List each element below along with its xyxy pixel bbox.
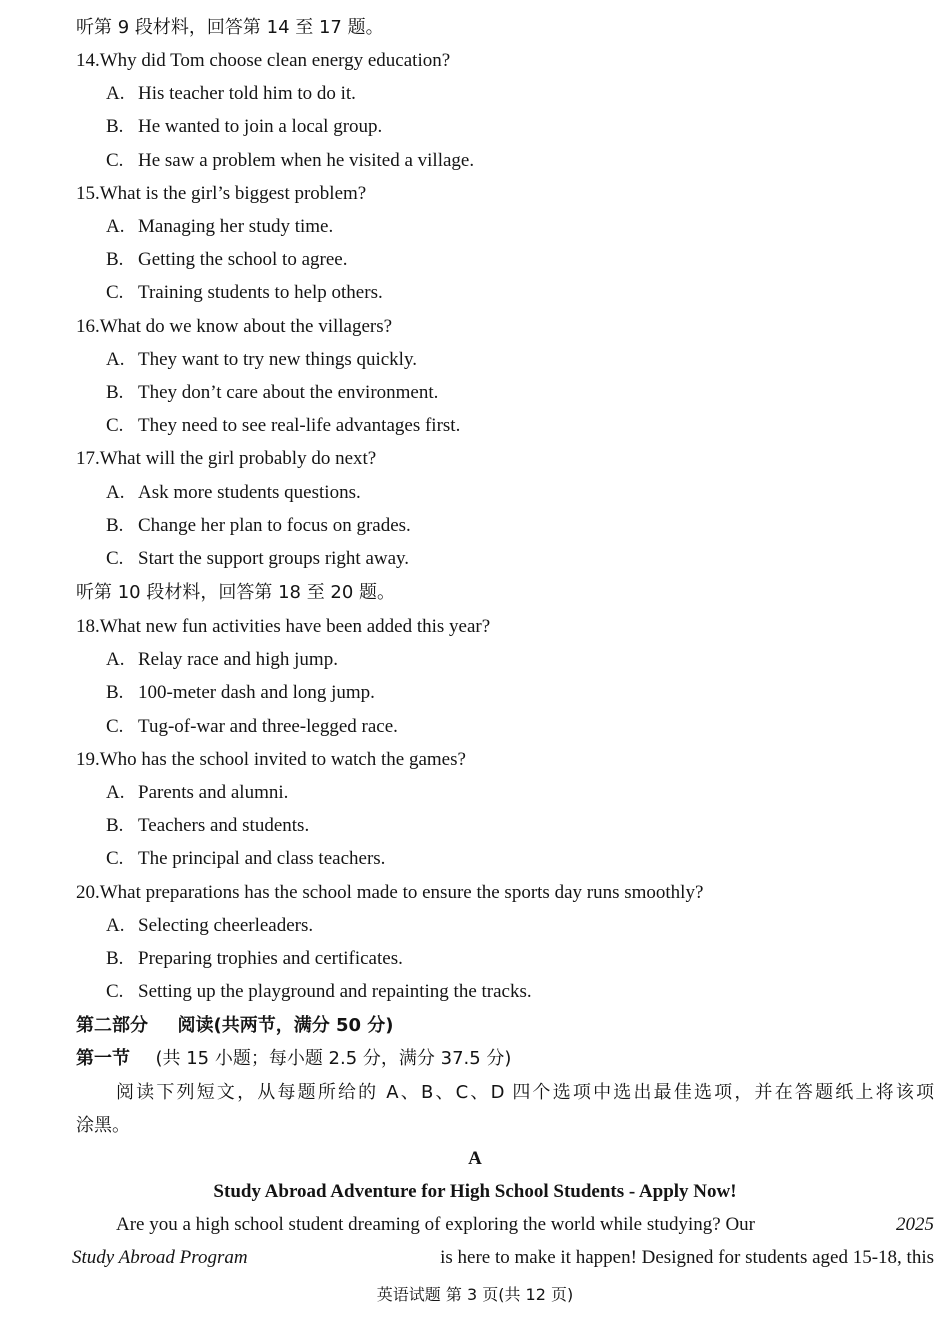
option-text: Change her plan to focus on grades.	[138, 515, 411, 536]
option-text: Managing her study time.	[138, 216, 334, 237]
question-stem	[76, 876, 703, 909]
answer-option	[106, 809, 309, 842]
option-letter: B.	[106, 948, 124, 969]
answer-option	[106, 975, 532, 1008]
answer-option	[106, 110, 382, 143]
answer-option	[106, 77, 356, 110]
question-number: 17.	[76, 448, 100, 469]
question-stem	[76, 177, 366, 210]
question-text: What new fun activities have been added this year?	[99, 616, 491, 637]
part2-heading	[76, 1009, 394, 1042]
question-number: 14.	[76, 50, 100, 71]
passage-letter: A	[468, 1148, 482, 1169]
option-text: Preparing trophies and certificates.	[138, 948, 403, 969]
option-letter: B.	[106, 515, 124, 536]
part2-title: 第二部分	[76, 1015, 148, 1036]
question-text: Why did Tom choose clean energy education?	[99, 50, 451, 71]
answer-option	[106, 909, 313, 942]
option-text: His teacher told him to do it.	[138, 83, 356, 104]
passage-title: Study Abroad Adventure for High School Students - Apply Now!	[213, 1181, 737, 1202]
option-letter: A.	[106, 782, 125, 803]
option-text: Training students to help others.	[138, 282, 383, 303]
answer-option	[106, 643, 338, 676]
option-text: Tug-of-war and three-legged race.	[138, 716, 398, 737]
answer-option	[106, 144, 474, 177]
question-number: 15.	[76, 183, 100, 204]
answer-option	[106, 509, 411, 542]
option-letter: B.	[106, 682, 124, 703]
question-number: 18.	[76, 616, 100, 637]
option-text: They need to see real-life advantages first.	[138, 415, 461, 436]
section-header-10: 听第 10 段材料，回答第 18 至 20 题。	[76, 582, 396, 603]
passage-line-2	[72, 1241, 934, 1274]
answer-option	[106, 542, 409, 575]
option-letter: A.	[106, 216, 125, 237]
answer-option	[106, 210, 333, 243]
option-letter: C.	[106, 716, 124, 737]
option-text: Start the support groups right away.	[138, 548, 410, 569]
answer-option	[106, 710, 398, 743]
question-text: Who has the school invited to watch the games?	[99, 749, 466, 770]
passage-line-2-text: is here to make it happen! Designed for students aged 15-18, this	[440, 1247, 934, 1268]
question-stem	[76, 743, 466, 776]
option-letter: C.	[106, 848, 124, 869]
answer-option	[106, 676, 375, 709]
answer-option	[106, 476, 361, 509]
question-text: What preparations has the school made to ensure the sports day runs smoothly?	[99, 882, 704, 903]
option-letter: C.	[106, 548, 124, 569]
instructions-line-2: 涂黑。	[76, 1115, 130, 1136]
instructions-line-1: 阅读下列短文，从每题所给的 A、B、C、D 四个选项中选出最佳选项，并在答题纸上将该项	[116, 1082, 934, 1103]
question-text: What do we know about the villagers?	[99, 316, 393, 337]
question-text: What will the girl probably do next?	[99, 448, 377, 469]
option-text: He saw a problem when he visited a village.	[138, 150, 475, 171]
answer-option	[106, 842, 385, 875]
question-stem	[76, 442, 376, 475]
page-footer: 英语试题 第 3 页(共 12 页)	[376, 1285, 574, 1304]
option-letter: C.	[106, 981, 124, 1002]
question-stem	[76, 610, 490, 643]
option-letter: C.	[106, 282, 124, 303]
section1-title: 第一节	[76, 1048, 130, 1069]
answer-option	[106, 343, 417, 376]
option-text: They want to try new things quickly.	[138, 349, 417, 370]
question-stem	[76, 310, 392, 343]
question-text: What is the girl’s biggest problem?	[99, 183, 367, 204]
answer-option	[106, 942, 403, 975]
option-letter: B.	[106, 382, 124, 403]
option-text: Setting up the playground and repainting the tracks.	[138, 981, 532, 1002]
option-letter: B.	[106, 249, 124, 270]
question-number: 16.	[76, 316, 100, 337]
option-letter: A.	[106, 482, 125, 503]
option-letter: A.	[106, 915, 125, 936]
option-text: Parents and alumni.	[138, 782, 289, 803]
answer-option	[106, 243, 347, 276]
section-header-9: 听第 9 段材料，回答第 14 至 17 题。	[76, 17, 384, 38]
option-text: Teachers and students.	[138, 815, 310, 836]
passage-line-1	[116, 1208, 934, 1241]
passage-line-2-italic: Study Abroad Program	[72, 1247, 248, 1268]
option-text: Selecting cheerleaders.	[138, 915, 314, 936]
question-stem	[76, 44, 450, 77]
question-number: 20.	[76, 882, 100, 903]
answer-option	[106, 409, 460, 442]
option-text: Relay race and high jump.	[138, 649, 338, 670]
section1-heading	[76, 1042, 511, 1075]
option-letter: C.	[106, 150, 124, 171]
option-letter: A.	[106, 83, 125, 104]
answer-option	[106, 276, 383, 309]
answer-option	[106, 376, 438, 409]
option-letter: A.	[106, 649, 125, 670]
option-letter: B.	[106, 815, 124, 836]
answer-option	[106, 776, 288, 809]
section1-subtitle: (共 15 小题；每小题 2.5 分，满分 37.5 分)	[155, 1048, 512, 1069]
part2-subtitle: 阅读(共两节，满分 50 分)	[177, 1015, 394, 1036]
option-text: Getting the school to agree.	[138, 249, 348, 270]
option-letter: C.	[106, 415, 124, 436]
option-text: 100-meter dash and long jump.	[138, 682, 375, 703]
option-text: The principal and class teachers.	[138, 848, 386, 869]
question-number: 19.	[76, 749, 100, 770]
option-text: They don’t care about the environment.	[138, 382, 439, 403]
option-letter: B.	[106, 116, 124, 137]
option-letter: A.	[106, 349, 125, 370]
option-text: He wanted to join a local group.	[138, 116, 383, 137]
passage-line-1-text: Are you a high school student dreaming of exploring the world while studying? Our	[116, 1214, 756, 1235]
option-text: Ask more students questions.	[138, 482, 361, 503]
passage-line-1-italic: 2025	[896, 1214, 934, 1235]
